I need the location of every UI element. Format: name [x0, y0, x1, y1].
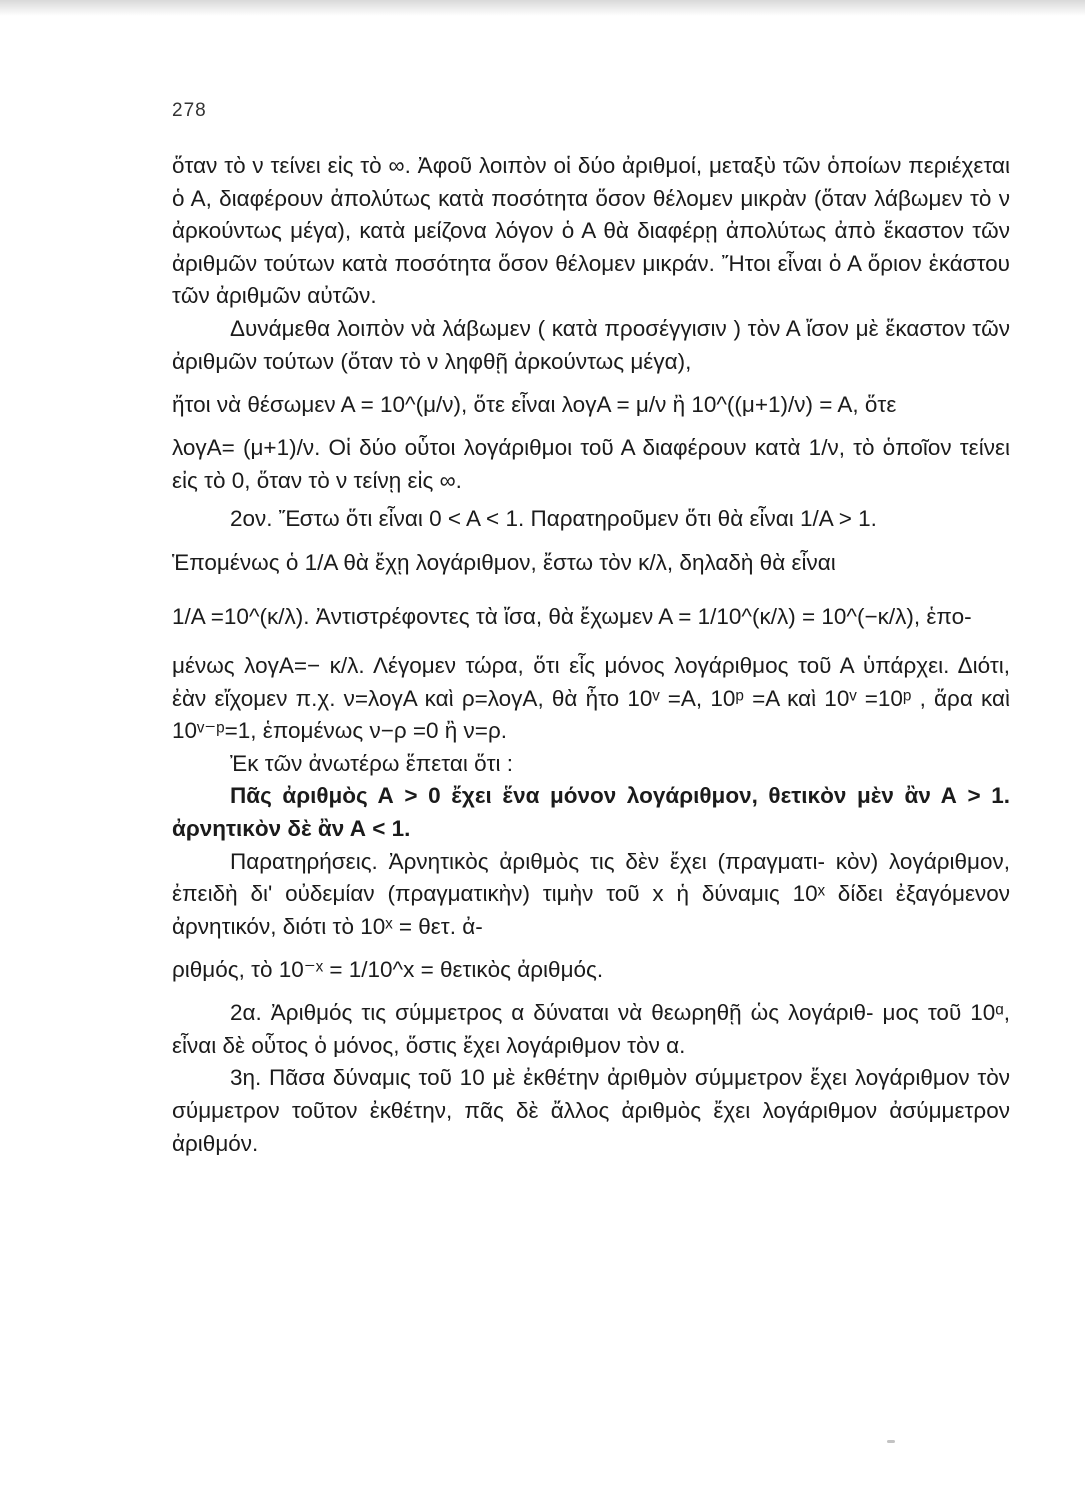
paragraph-limit: ὅταν τὸ ν τείνει εἰς τὸ ∞. Ἀφοῦ λοιπὸν οἱ δύο ἀριθμοί, μεταξὺ τῶν ὁποίων περιέχεται ὁ Α, διαφέρουν ἀπολύτως κατὰ ποσότητα ὅσον θέλομεν μικρὰν (ὅταν λάβωμεν τὸ ν ἀρκούντως μέγα), κατὰ μείζονα λόγον ὁ Α θὰ διαφέρῃ ἀπολύτως ἀπὸ ἕκαστον τῶν ἀριθμῶν τούτων κατὰ ποσότητα ὅσον θέλομεν μικράν. Ἤτοι εἶναι ὁ Α ὅριον ἑκάστου τῶν ἀριθμῶν αὐτῶν.: [172, 153, 1010, 309]
scan-speck: [887, 1440, 895, 1443]
paragraph-remark-3: 3η. Πᾶσα δύναμις τοῦ 10 μὲ ἐκθέτην ἀριθμὸν σύμμετρον ἔχει λογάριθμον τὸν σύμμετρον τοῦτον ἐκθέτην, πᾶς δὲ ἄλλος ἀριθμὸς ἔχει λογάριθμον ἀσύμμετρον ἀριθμόν.: [172, 1065, 1010, 1156]
paragraph-approximation: Δυνάμεθα λοιπὸν νὰ λάβωμεν ( κατὰ προσέγγισιν ) τὸν Α ἴσον μὲ ἕκαστον τῶν ἀριθμῶν τούτων (ὅταν τὸ ν ληφθῇ ἀρκούντως μέγα),: [172, 315, 1010, 374]
paragraph-uniqueness: μένως λογΑ=− κ/λ. Λέγομεν τώρα, ὅτι εἷς μόνος λογάριθμος τοῦ Α ὑπάρχει. Διότι, ἐὰν εἴχομεν π.χ. ν=λογΑ καὶ ρ=λογΑ, θὰ ἦτο 10ᵛ =Α, 10ᵖ =Α καὶ 10ᵛ =10ᵖ , ἄρα καὶ 10ᵛ⁻ᵖ=1, ἑπομένως ν−ρ =0 ἢ ν=ρ.: [172, 652, 1010, 744]
paragraph-case-2: 2ον. Ἔστω ὅτι εἶναι 0 < Α < 1. Παρατηροῦμεν ὅτι θὰ εἶναι 1/Α > 1.: [230, 506, 877, 532]
equation-line-2: Ἑπομένως ὁ 1/Α θὰ ἔχῃ λογάριθμον, ἔστω τὸν κ/λ, δηλαδὴ θὰ εἶναι: [172, 549, 836, 575]
paragraph-conclusion-intro: Ἐκ τῶν ἀνωτέρω ἕπεται ὅτι :: [230, 750, 514, 776]
page-body: [172, 150, 1010, 1160]
equation-line-4: ριθμός, τὸ 10⁻ˣ = 1/10^x = θετικὸς ἀριθμός.: [172, 957, 604, 983]
page-number: 278: [172, 100, 207, 121]
paragraph-remarks: Παρατηρήσεις. Ἀρνητικὸς ἀριθμὸς τις δὲν ἔχει (πραγματι- κὸν) λογάριθμον, ἐπειδὴ δι' οὐδεμίαν (πραγματικὴν) τιμὴν τοῦ x ἡ δύναμις 10ˣ δίδει ἐξαγόμενον ἀρνητικόν, διότι τὸ 10ˣ = θετ. ἀ-: [172, 848, 1010, 939]
paragraph-remark-2a: 2α. Ἀριθμός τις σύμμετρος α δύναται νὰ θεωρηθῇ ὡς λογάριθ- μος τοῦ 10ᵅ, εἶναι δὲ οὗτος ὁ μόνος, ὅστις ἔχει λογάριθμον τὸν α.: [172, 1000, 1010, 1058]
equation-line-3: 1/Α =10^(κ/λ). Ἀντιστρέφοντες τὰ ἴσα, θὰ ἔχωμεν Α = 1/10^(κ/λ) = 10^(−κ/λ), ἑπο-: [172, 603, 972, 629]
paragraph-log-difference: λογΑ= (μ+1)/ν. Οἱ δύο οὗτοι λογάριθμοι τοῦ Α διαφέρουν κατὰ 1/ν, τὸ ὁποῖον τείνει εἰς τὸ 0, ὅταν τὸ ν τείνῃ εἰς ∞.: [172, 435, 1010, 493]
equation-line-1: ἤτοι νὰ θέσωμεν Α = 10^(μ/ν), ὅτε εἶναι λογΑ = μ/ν ἢ 10^((μ+1)/ν) = Α, ὅτε: [172, 392, 897, 418]
scan-edge: [0, 0, 1085, 16]
theorem-statement: Πᾶς ἀριθμὸς Α > 0 ἔχει ἕνα μόνον λογάριθμον, θετικὸν μὲν ἂν Α > 1. ἀρνητικὸν δὲ ἂν Α < 1.: [172, 783, 1010, 841]
